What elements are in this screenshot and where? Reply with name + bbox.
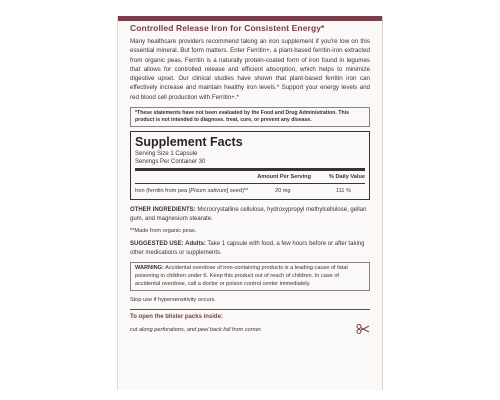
stop-use-note: Stop use if hypersensitivity occurs. xyxy=(130,297,216,304)
warning-box: WARNING: Accidental overdose of iron-containing products is a leading cause of fatal poisoning in children under 6. Keep this product out of reach of children. In case of accidental overdose, call a doctor or poison control center immediately. xyxy=(130,262,370,291)
supplement-facts-panel xyxy=(130,131,370,200)
other-ingredients: OTHER INGREDIENTS: Microcrystalline cellulose, hydroxypropyl methylcellulose, gellan gum, and magnesium stearate. xyxy=(130,206,367,222)
blister-instruction-row xyxy=(130,321,370,339)
intro-paragraph: Many healthcare providers recommend taking an iron supplement if you're low on this essential mineral. But form matters. Enter Ferritin+, a plant-based ferritin-iron extracted from organic peas. Ferritin is a naturally protein-coated form of iron found in legumes that allows for controlled release and efficient absorption, which helps to minimize digestive upset. Our clinical studies have shown that plant-based ferritin iron can effectively increase and maintain healthy iron levels.* Support your energy levels and red blood cell production with Ferritin+.* xyxy=(130,38,370,101)
nutrient-row-iron xyxy=(135,186,365,197)
nutrient-daily-value: 111 % xyxy=(335,187,351,194)
facts-header-row xyxy=(135,173,365,181)
servings-per-container: Servings Per Container 30 xyxy=(135,159,206,166)
facts-thin-divider xyxy=(135,183,365,184)
nutrient-amount: 20 mg xyxy=(275,187,291,194)
blister-title: To open the blister packs inside: xyxy=(130,314,223,321)
scissors-icon xyxy=(356,321,370,339)
blister-instruction: cut along perforations, and peel back foil from corner. xyxy=(130,327,262,334)
organic-note: **Made from organic peas. xyxy=(130,228,197,235)
supplement-box-panel xyxy=(117,16,383,390)
headline: Controlled Release Iron for Consistent Energy* xyxy=(130,23,325,33)
fda-disclaimer: *These statements have not been evaluated by the Food and Drug Administration. This product is not intended to diagnose, treat, cure, or prevent any disease. xyxy=(130,107,370,127)
top-color-band xyxy=(118,16,382,21)
facts-thick-divider xyxy=(135,168,365,171)
nutrient-name: Iron (ferritin from pea [Pisum sativum] seed)** xyxy=(135,187,249,194)
daily-value-header: % Daily Value xyxy=(328,174,365,181)
section-rule xyxy=(130,309,370,310)
amount-per-serving-header: Amount Per Serving xyxy=(257,174,311,181)
suggested-use: SUGGESTED USE: Adults: Take 1 capsule with food, a few hours before or after taking other medications or supplements. xyxy=(130,241,365,257)
serving-size: Serving Size 1 Capsule xyxy=(135,151,198,158)
supplement-facts-title: Supplement Facts xyxy=(135,135,243,150)
panel-content xyxy=(130,23,370,339)
